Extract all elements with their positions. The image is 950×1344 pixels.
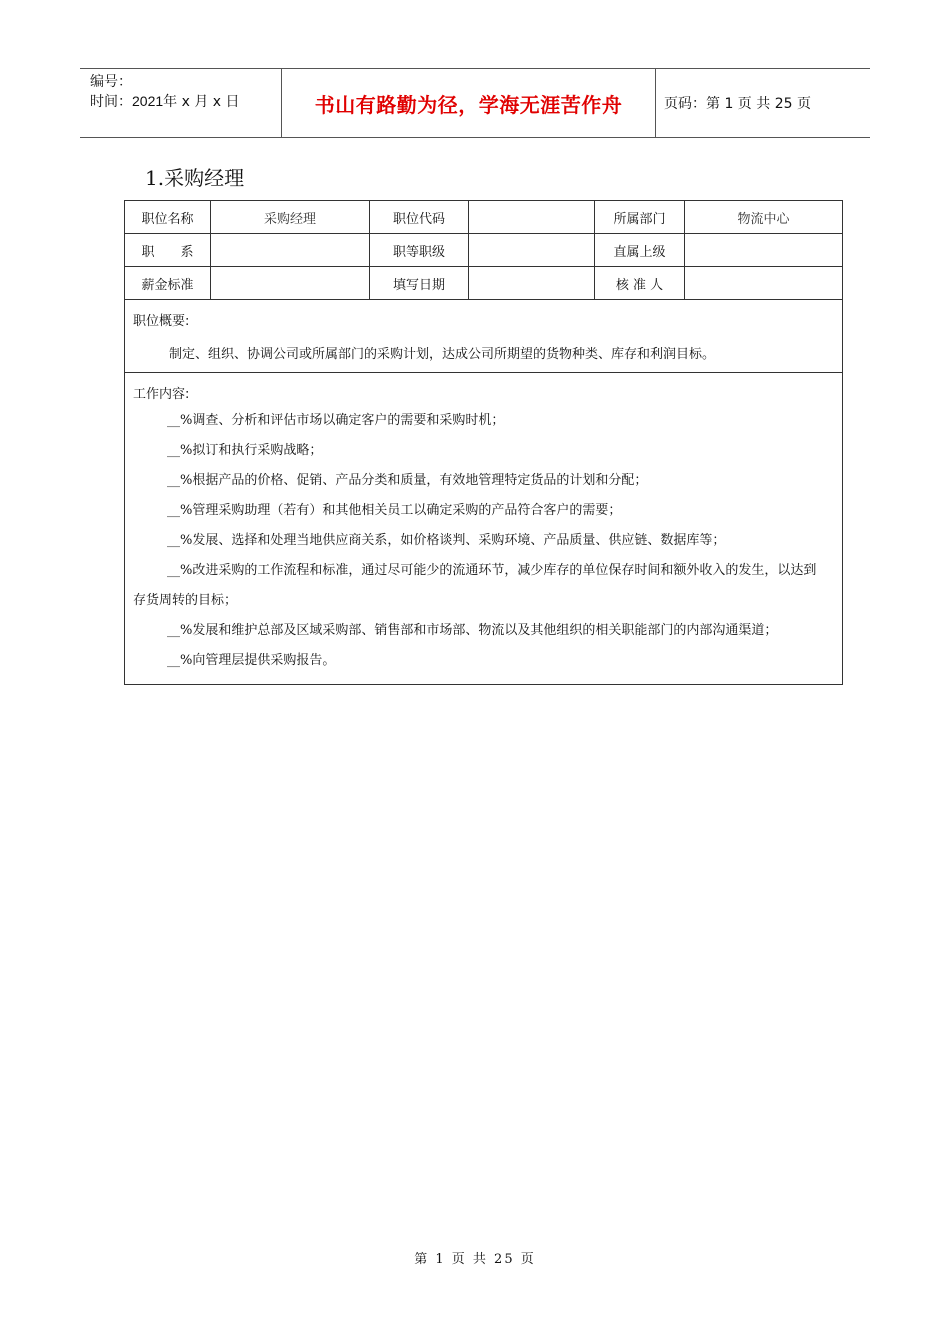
cell-approver-label: 核 准 人 [595, 267, 685, 300]
table-row [125, 234, 843, 267]
motto: 书山有路勤为径，学海无涯苦作舟 [314, 92, 623, 117]
cell-job-family-label: 职 系 [125, 234, 211, 267]
job-description-table [124, 200, 843, 685]
header-meta [80, 69, 282, 137]
table-row [125, 267, 843, 300]
list-item: __%改进采购的工作流程和标准，通过尽可能少的流通环节，减少库存的单位保存时间和额外收入的发生，以达到存货周转的目标； [133, 563, 817, 608]
work-list [125, 406, 842, 684]
cell-position-code-value [469, 201, 595, 234]
page-label: 页码：第 1 页 共 25 页 [664, 96, 811, 112]
table-row [125, 373, 843, 685]
cell-position-name-value: 采购经理 [211, 201, 370, 234]
time-line [90, 92, 281, 112]
cell-approver-value [685, 267, 843, 300]
work-label: 工作内容: [133, 387, 190, 402]
time-year: 2021 [132, 93, 164, 109]
summary-text: 制定、组织、协调公司或所属部门的采购计划，达成公司所期望的货物种类、库存和利润目标。 [169, 347, 716, 362]
cell-fill-date-value [469, 267, 595, 300]
work-content-cell [125, 373, 843, 685]
list-item: __%发展、选择和处理当地供应商关系，如价格谈判、采购环境、产品质量、供应链、数据库等； [167, 533, 726, 548]
cell-fill-date-label: 填写日期 [370, 267, 469, 300]
page-footer: 第 1 页 共 25 页 [414, 1252, 536, 1267]
cell-supervisor-label: 直属上级 [595, 234, 685, 267]
list-item: __%调查、分析和评估市场以确定客户的需要和采购时机； [167, 413, 505, 428]
table-row [125, 201, 843, 234]
time-label: 时间： [90, 94, 132, 110]
number-label: 编号： [90, 74, 132, 90]
list-item: __%根据产品的价格、促销、产品分类和质量，有效地管理特定货品的计划和分配； [167, 473, 648, 488]
cell-department-label: 所属部门 [595, 201, 685, 234]
cell-salary-label: 薪金标准 [125, 267, 211, 300]
list-item: __%发展和维护总部及区域采购部、销售部和市场部、物流以及其他组织的相关职能部门的内部沟通渠道； [167, 623, 778, 638]
summary-cell [125, 300, 843, 373]
cell-grade-label: 职等职级 [370, 234, 469, 267]
summary-label: 职位概要: [133, 314, 190, 329]
cell-supervisor-value [685, 234, 843, 267]
cell-salary-value [211, 267, 370, 300]
list-item: __%管理采购助理（若有）和其他相关员工以确定采购的产品符合客户的需要； [167, 503, 622, 518]
page-header [80, 68, 870, 138]
cell-job-family-value [211, 234, 370, 267]
header-motto-cell [282, 69, 656, 137]
cell-position-code-label: 职位代码 [370, 201, 469, 234]
table-row [125, 300, 843, 373]
header-page-cell [656, 69, 870, 137]
section-title: 1.采购经理 [145, 166, 245, 190]
list-item: __%拟订和执行采购战略； [167, 443, 323, 458]
cell-department-value: 物流中心 [685, 201, 843, 234]
list-item: __%向管理层提供采购报告。 [167, 653, 336, 668]
cell-position-name-label: 职位名称 [125, 201, 211, 234]
cell-grade-value [469, 234, 595, 267]
time-text: 年 x 月 x 日 [163, 94, 240, 110]
